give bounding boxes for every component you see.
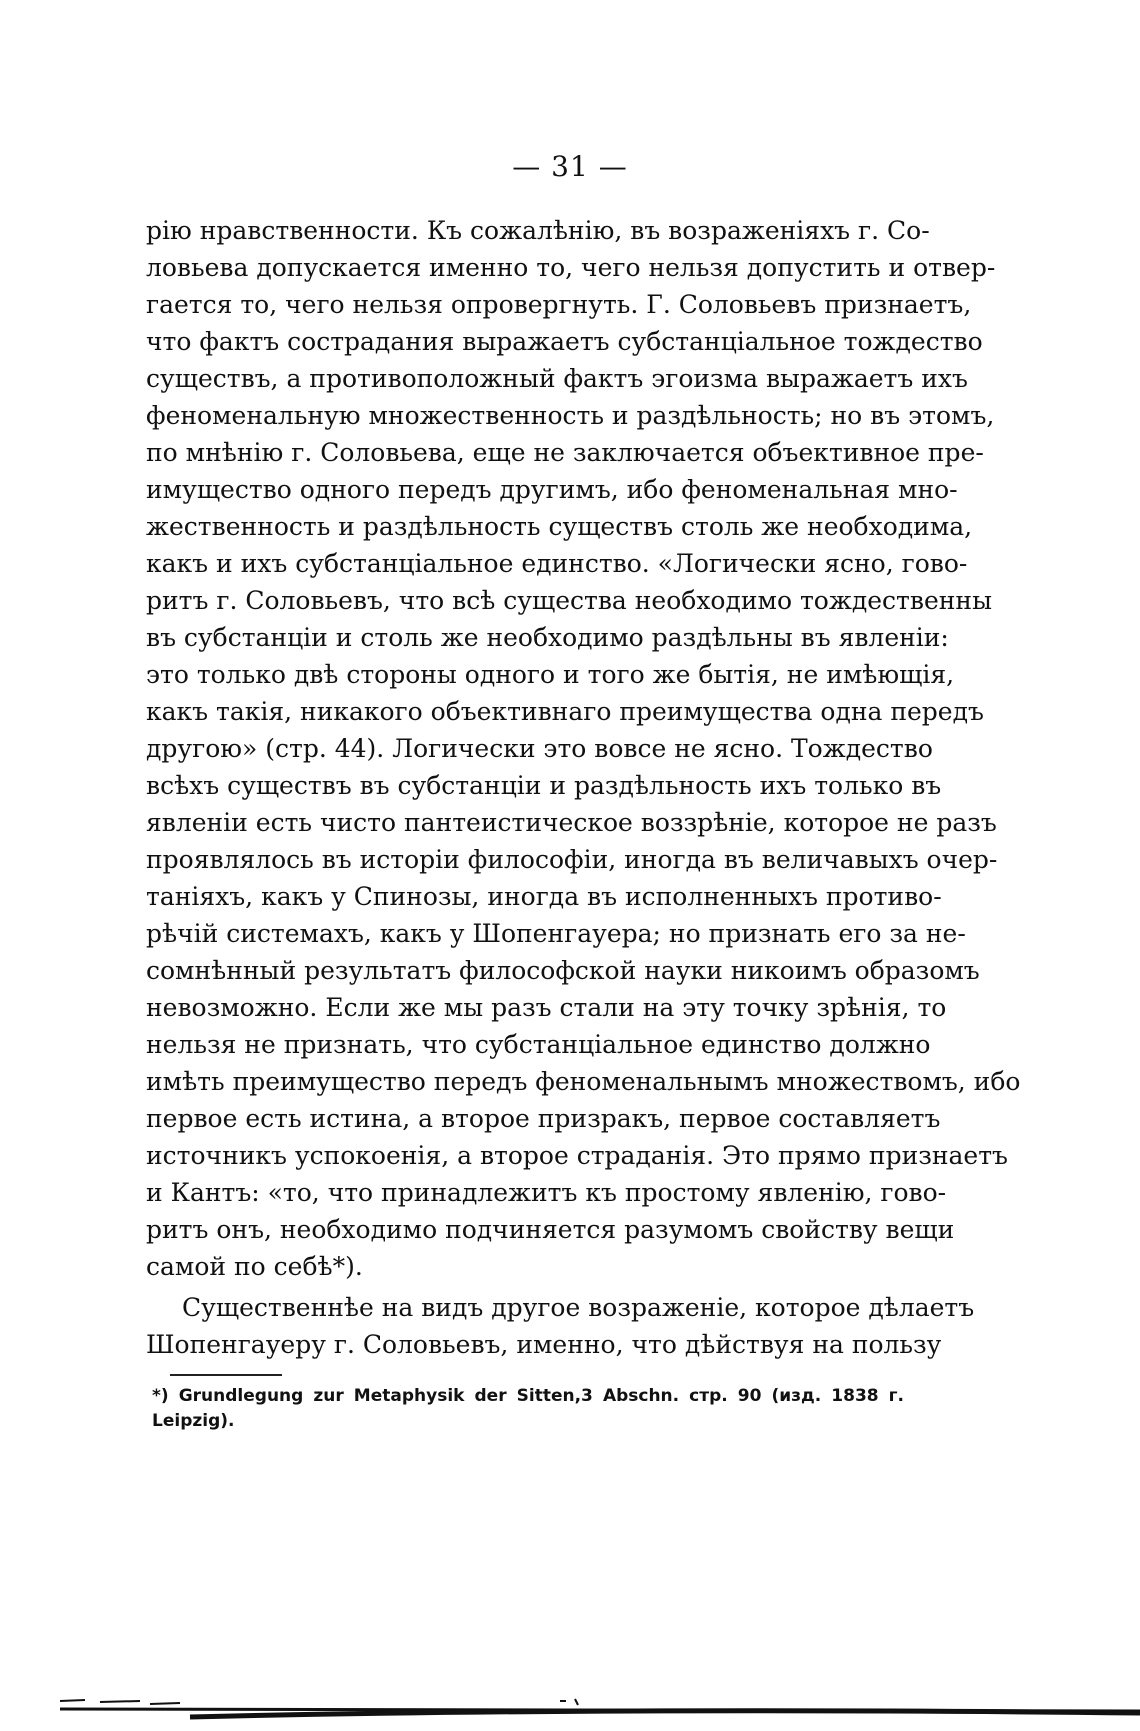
footnote-divider	[170, 1374, 282, 1376]
text-line: какъ и ихъ субстанціальное единство. «Логически ясно, гово-	[146, 549, 968, 578]
text-line: ритъ онъ, необходимо подчиняется разумомъ свойству вещи	[146, 1215, 955, 1244]
text-line: Существеннѣе на видъ другое возраженіе, которое дѣлаетъ	[182, 1293, 975, 1322]
text-line: рѣчій системахъ, какъ у Шопенгауера; но признать его за не-	[146, 919, 966, 948]
text-line: феноменальную множественность и раздѣльность; но въ этомъ,	[146, 401, 995, 430]
text-line: жественность и раздѣльность существъ столь же необходима,	[146, 512, 973, 541]
text-line: нельзя не признать, что субстанціальное единство должно	[146, 1030, 931, 1059]
text-line: ритъ г. Соловьевъ, что всѣ существа необходимо тождественны	[146, 586, 992, 615]
text-line: это только двѣ стороны одного и того же бытія, не имѣющія,	[146, 660, 955, 689]
footnote	[152, 1384, 904, 1434]
text-line: что фактъ сострадания выражаетъ субстанціальное тождество	[146, 327, 983, 356]
footnote-line: Leipzig).	[152, 1411, 235, 1431]
text-line: по мнѣнію г. Соловьева, еще не заключается объективное пре-	[146, 438, 984, 467]
text-line: имущество одного передъ другимъ, ибо феноменальная мно-	[146, 475, 958, 504]
text-line: рію нравственности. Къ сожалѣнію, въ возраженіяхъ г. Со-	[146, 216, 930, 245]
scan-edge-artifact	[0, 1671, 1140, 1731]
text-line: Шопенгауеру г. Соловьевъ, именно, что дѣйствуя на пользу	[146, 1330, 942, 1359]
text-line: самой по себѣ*).	[146, 1252, 363, 1281]
footnote-line: *) Grundlegung zur Metaphysik der Sitten,3 Abschn. стр. 90 (изд. 1838 г.	[152, 1386, 904, 1406]
text-line: существъ, а противоположный фактъ эгоизма выражаетъ ихъ	[146, 364, 968, 393]
text-line: имѣть преимущество передъ феноменальнымъ множествомъ, ибо	[146, 1067, 1021, 1096]
text-line: всѣхъ существъ въ субстанціи и раздѣльность ихъ только въ	[146, 771, 942, 800]
text-line: другою» (стр. 44). Логически это вовсе не ясно. Тождество	[146, 734, 933, 763]
text-line: источникъ успокоенія, а второе страданія. Это прямо признаетъ	[146, 1141, 1008, 1170]
text-line: невозможно. Если же мы разъ стали на эту точку зрѣнія, то	[146, 993, 947, 1022]
text-line: ловьева допускается именно то, чего нельзя допустить и отвер-	[146, 253, 996, 282]
text-line: сомнѣнный результатъ философской науки никоимъ образомъ	[146, 956, 980, 985]
text-line: въ субстанціи и столь же необходимо раздѣльны въ явленіи:	[146, 623, 949, 652]
page-number: — 31 —	[512, 150, 628, 183]
text-line: первое есть истина, а второе призракъ, первое составляетъ	[146, 1104, 941, 1133]
text-line: какъ такія, никакого объективнаго преимущества одна передъ	[146, 697, 984, 726]
body-text	[146, 212, 1021, 1363]
text-line: и Кантъ: «то, что принадлежитъ къ простому явленію, гово-	[146, 1178, 947, 1207]
text-line: явленіи есть чисто пантеистическое воззрѣніе, которое не разъ	[146, 808, 997, 837]
text-line: гается то, чего нельзя опровергнуть. Г. Соловьевъ признаетъ,	[146, 290, 972, 319]
text-line: проявлялось въ исторіи философіи, иногда въ величавыхъ очер-	[146, 845, 998, 874]
text-line: таніяхъ, какъ у Спинозы, иногда въ исполненныхъ противо-	[146, 882, 942, 911]
